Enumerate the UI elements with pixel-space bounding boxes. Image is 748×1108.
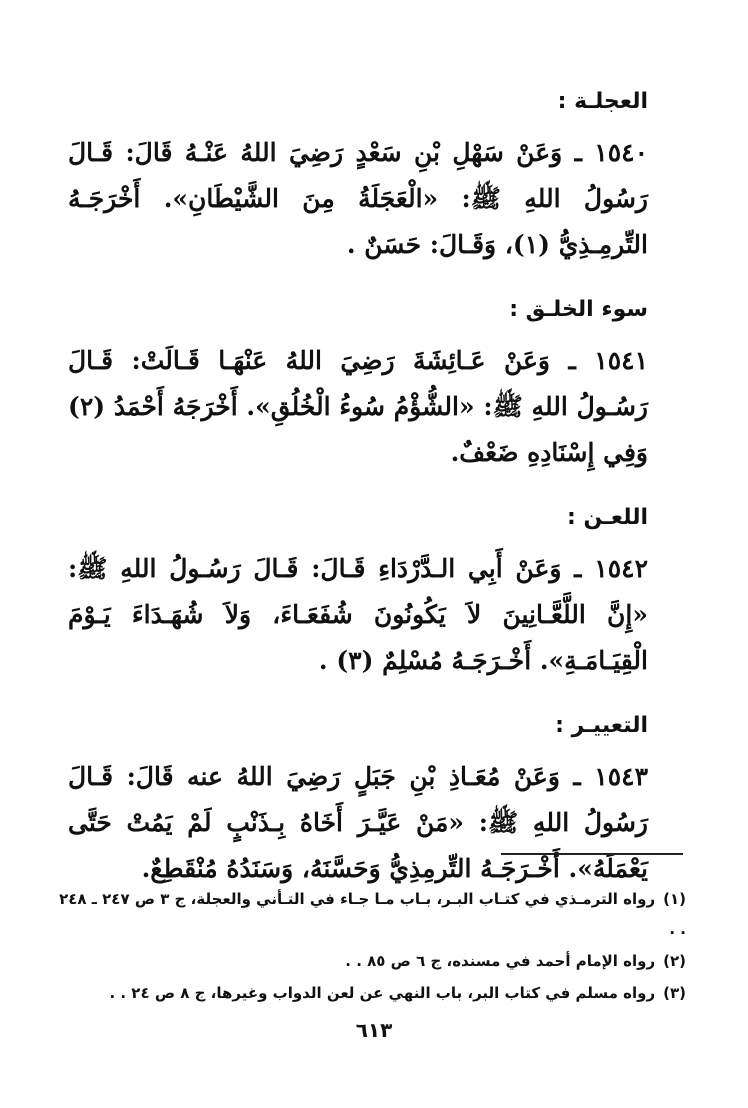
hadith-number: ١٥٤٢	[594, 554, 648, 583]
hadith-1543	[68, 754, 648, 892]
footnote-2	[56, 946, 686, 976]
section-heading-cursing: اللعـن :	[567, 505, 648, 530]
footnotes	[56, 884, 686, 1010]
hadith-text: ـ وَعَنْ سَهْلِ بْنِ سَعْدٍ رَضِيَ اللهُ عَنْـهُ قَالَ: قَـالَ رَسُولُ اللهِ ﷺ: «الْعَجَلَةُ مِنَ الشَّيْطَانِ». أَخْرَجَـهُ التِّرمِـذِيُّ (١)، وَقَـالَ: حَسَنٌ .	[68, 138, 648, 259]
footnote-text: رواه الترمـذي في كتـاب البـر، بـاب مـا جـاء في التـأني والعجلة، ج ٣ ص ٢٤٧ ـ ٢٤٨ . .	[59, 890, 686, 938]
footnote-marker: (٢)	[663, 952, 686, 970]
section-heading-bad-manners: سوء الخلـق :	[509, 297, 648, 322]
hadith-number: ١٥٤٣	[594, 762, 648, 791]
footnote-text: رواه الإمام أحمد في مسنده، ج ٦ ص ٨٥ . .	[345, 952, 656, 970]
hadith-number: ١٥٤٠	[594, 138, 648, 167]
footnote-divider	[501, 853, 683, 855]
footnote-1	[56, 884, 686, 944]
footnote-marker: (١)	[663, 890, 686, 908]
hadith-1541	[68, 338, 648, 476]
main-text	[68, 82, 648, 914]
hadith-1540	[68, 130, 648, 268]
hadith-text: ـ وَعَنْ مُعَـاذِ بْنِ جَبَلٍ رَضِيَ اللهُ عنه قَالَ: قَـالَ رَسُولُ اللهِ ﷺ: «مَنْ عَيَّـرَ أَخَاهُ بِـذَنْبٍ لَمْ يَمُتْ حَتَّى يَعْمَلَهُ». أَخْـرَجَـهُ التِّرمِذِيُّ وَحَسَّنَهُ، وَسَنَدُهُ مُنْقَطِعٌ.	[68, 762, 648, 883]
hadith-1542	[68, 546, 648, 684]
page-number: ٦١٣	[355, 1018, 393, 1042]
footnote-marker: (٣)	[663, 984, 686, 1002]
section-heading-haste: العجلـة :	[557, 89, 648, 114]
footnote-3	[56, 978, 686, 1008]
hadith-text: ـ وَعَنْ عَـائِشَةَ رَضِيَ اللهُ عَنْهَـا قَـالَتْ: قَـالَ رَسُـولُ اللهِ ﷺ: «الشُّؤْمُ سُوءُ الْخُلُقِ». أَخْرَجَهُ أَحْمَدُ (٢) وَفِي إِسْنَادِهِ ضَعْفٌ.	[68, 346, 648, 467]
hadith-number: ١٥٤١	[594, 346, 648, 375]
hadith-text: ـ وَعَنْ أَبِي الـدَّرْدَاءِ قَـالَ: قَـالَ رَسُـولُ اللهِ ﷺ: «إِنَّ اللَّعَّـانِينَ لاَ يَكُونُونَ شُفَعَـاءَ، وَلاَ شُهَـدَاءَ يَـوْمَ الْقِيَـامَـةِ». أَخْـرَجَـهُ مُسْلِمٌ (٣) .	[68, 554, 648, 675]
section-heading-reproach: التعييـر :	[555, 713, 648, 738]
footnote-text: رواه مسلم في كتاب البر، باب النهي عن لعن الدواب وغيرها، ج ٨ ص ٢٤ . .	[109, 984, 656, 1002]
